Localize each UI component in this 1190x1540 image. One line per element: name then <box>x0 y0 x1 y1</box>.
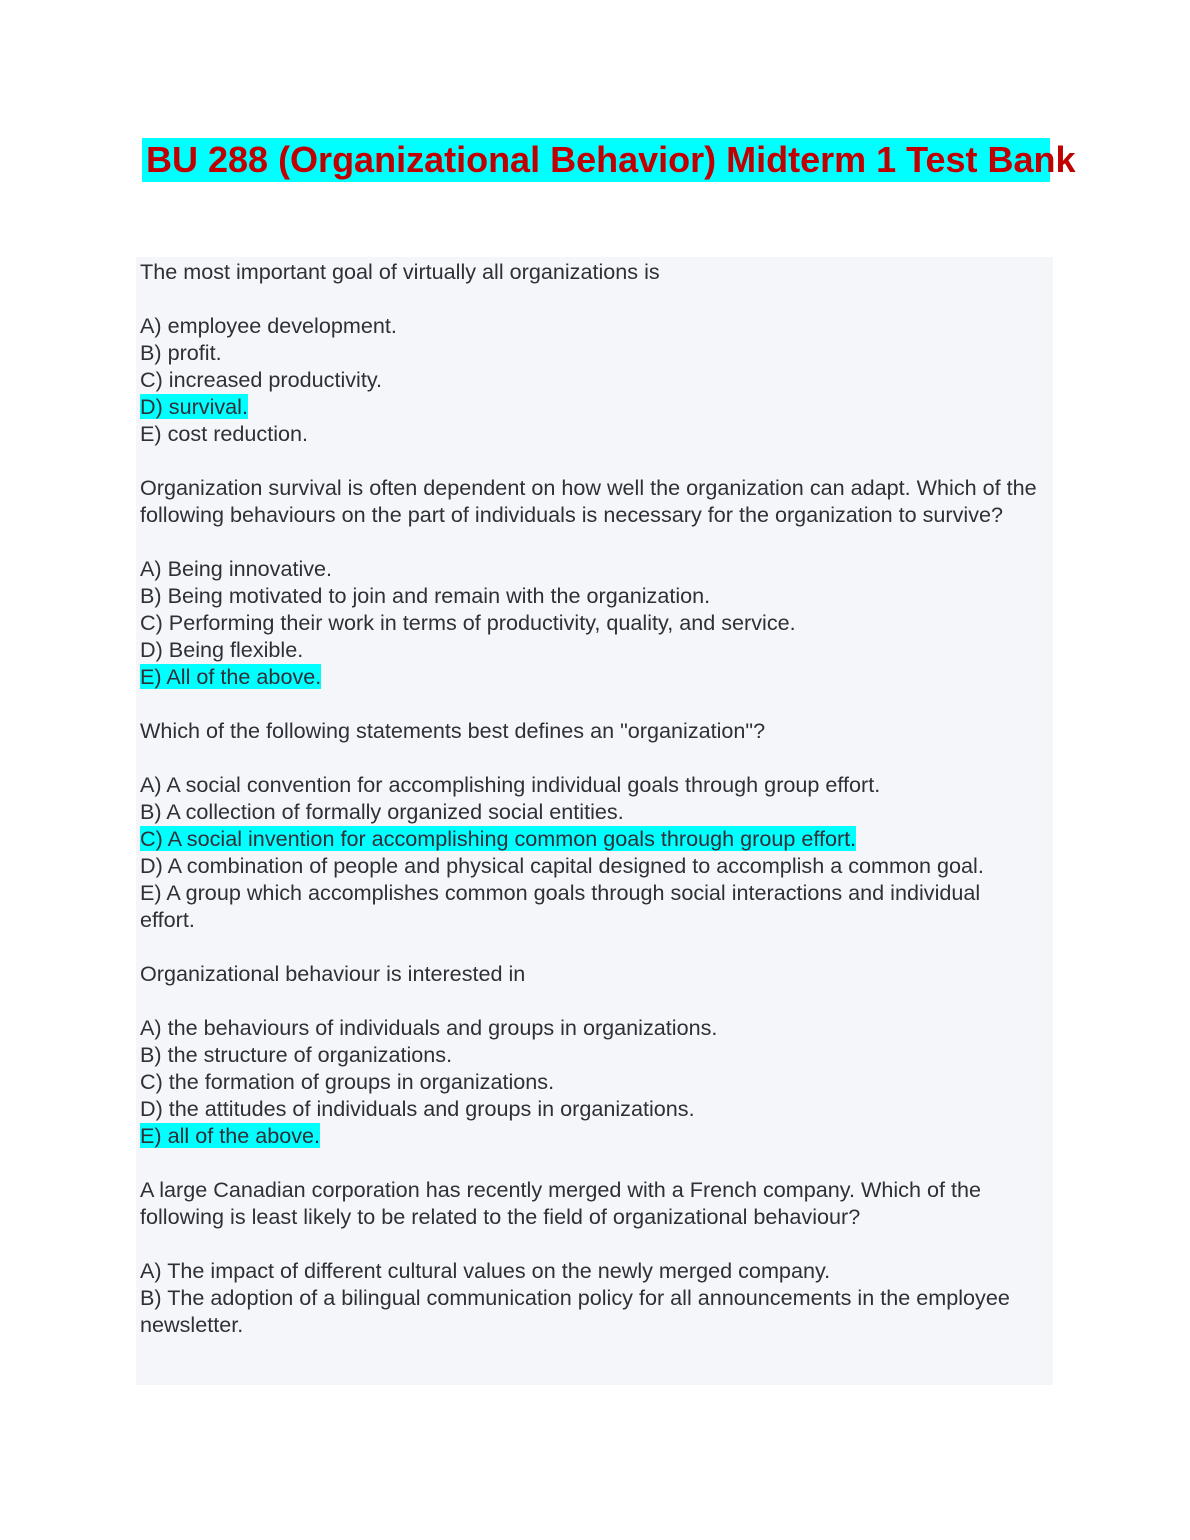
option: B) Being motivated to join and remain with the organization. <box>140 583 711 608</box>
question-text: A large Canadian corporation has recently merged with a French company. Which of the following is least likely to be related to the field of organizational behaviour? <box>140 1177 981 1229</box>
question-block <box>140 1176 1040 1338</box>
option: E) cost reduction. <box>140 421 309 446</box>
option-correct <box>140 663 1040 690</box>
option-list <box>140 1257 1040 1338</box>
option: B) A collection of formally organized social entities. <box>140 799 624 824</box>
question-panel <box>136 257 1053 1385</box>
question-text: Organizational behaviour is interested in <box>140 961 526 986</box>
option: C) Performing their work in terms of productivity, quality, and service. <box>140 610 796 635</box>
option: D) the attitudes of individuals and groups in organizations. <box>140 1096 695 1121</box>
option-correct <box>140 1122 1040 1149</box>
answer-highlight: E) All of the above. <box>140 664 322 689</box>
option-list <box>140 555 1040 690</box>
question-block <box>140 717 1040 933</box>
option: E) A group which accomplishes common goals through social interactions and individual effort. <box>140 880 981 932</box>
option: A) The impact of different cultural values on the newly merged company. <box>140 1258 831 1283</box>
option: A) A social convention for accomplishing individual goals through group effort. <box>140 772 881 797</box>
question-text: Which of the following statements best defines an "organization"? <box>140 718 766 743</box>
option: B) The adoption of a bilingual communication policy for all announcements in the employee newsletter. <box>140 1285 1010 1337</box>
question-block <box>140 960 1040 1149</box>
option: D) A combination of people and physical capital designed to accomplish a common goal. <box>140 853 984 878</box>
option: B) the structure of organizations. <box>140 1042 453 1067</box>
page-title: BU 288 (Organizational Behavior) Midterm 1 Test Bank <box>146 139 1076 180</box>
option: A) employee development. <box>140 313 397 338</box>
option-list <box>140 312 1040 447</box>
title-highlight <box>142 138 1076 182</box>
answer-highlight: C) A social invention for accomplishing common goals through group effort. <box>140 826 857 851</box>
question-text: Organization survival is often dependent on how well the organization can adapt. Which of the following behaviours on the part of individuals is necessary for the organization to survive? <box>140 475 1037 527</box>
option-correct <box>140 825 1040 852</box>
option: B) profit. <box>140 340 222 365</box>
answer-highlight: D) survival. <box>140 394 248 419</box>
option-list <box>140 771 1040 933</box>
option-list <box>140 1014 1040 1149</box>
option: D) Being flexible. <box>140 637 304 662</box>
answer-highlight: E) all of the above. <box>140 1123 321 1148</box>
question-block <box>140 474 1040 690</box>
question-text: The most important goal of virtually all organizations is <box>140 259 660 284</box>
option: A) Being innovative. <box>140 556 333 581</box>
option: C) the formation of groups in organizations. <box>140 1069 555 1094</box>
question-list <box>140 257 1040 1365</box>
option: A) the behaviours of individuals and groups in organizations. <box>140 1015 718 1040</box>
option-correct <box>140 393 1040 420</box>
question-block <box>140 257 1040 447</box>
option: C) increased productivity. <box>140 367 383 392</box>
